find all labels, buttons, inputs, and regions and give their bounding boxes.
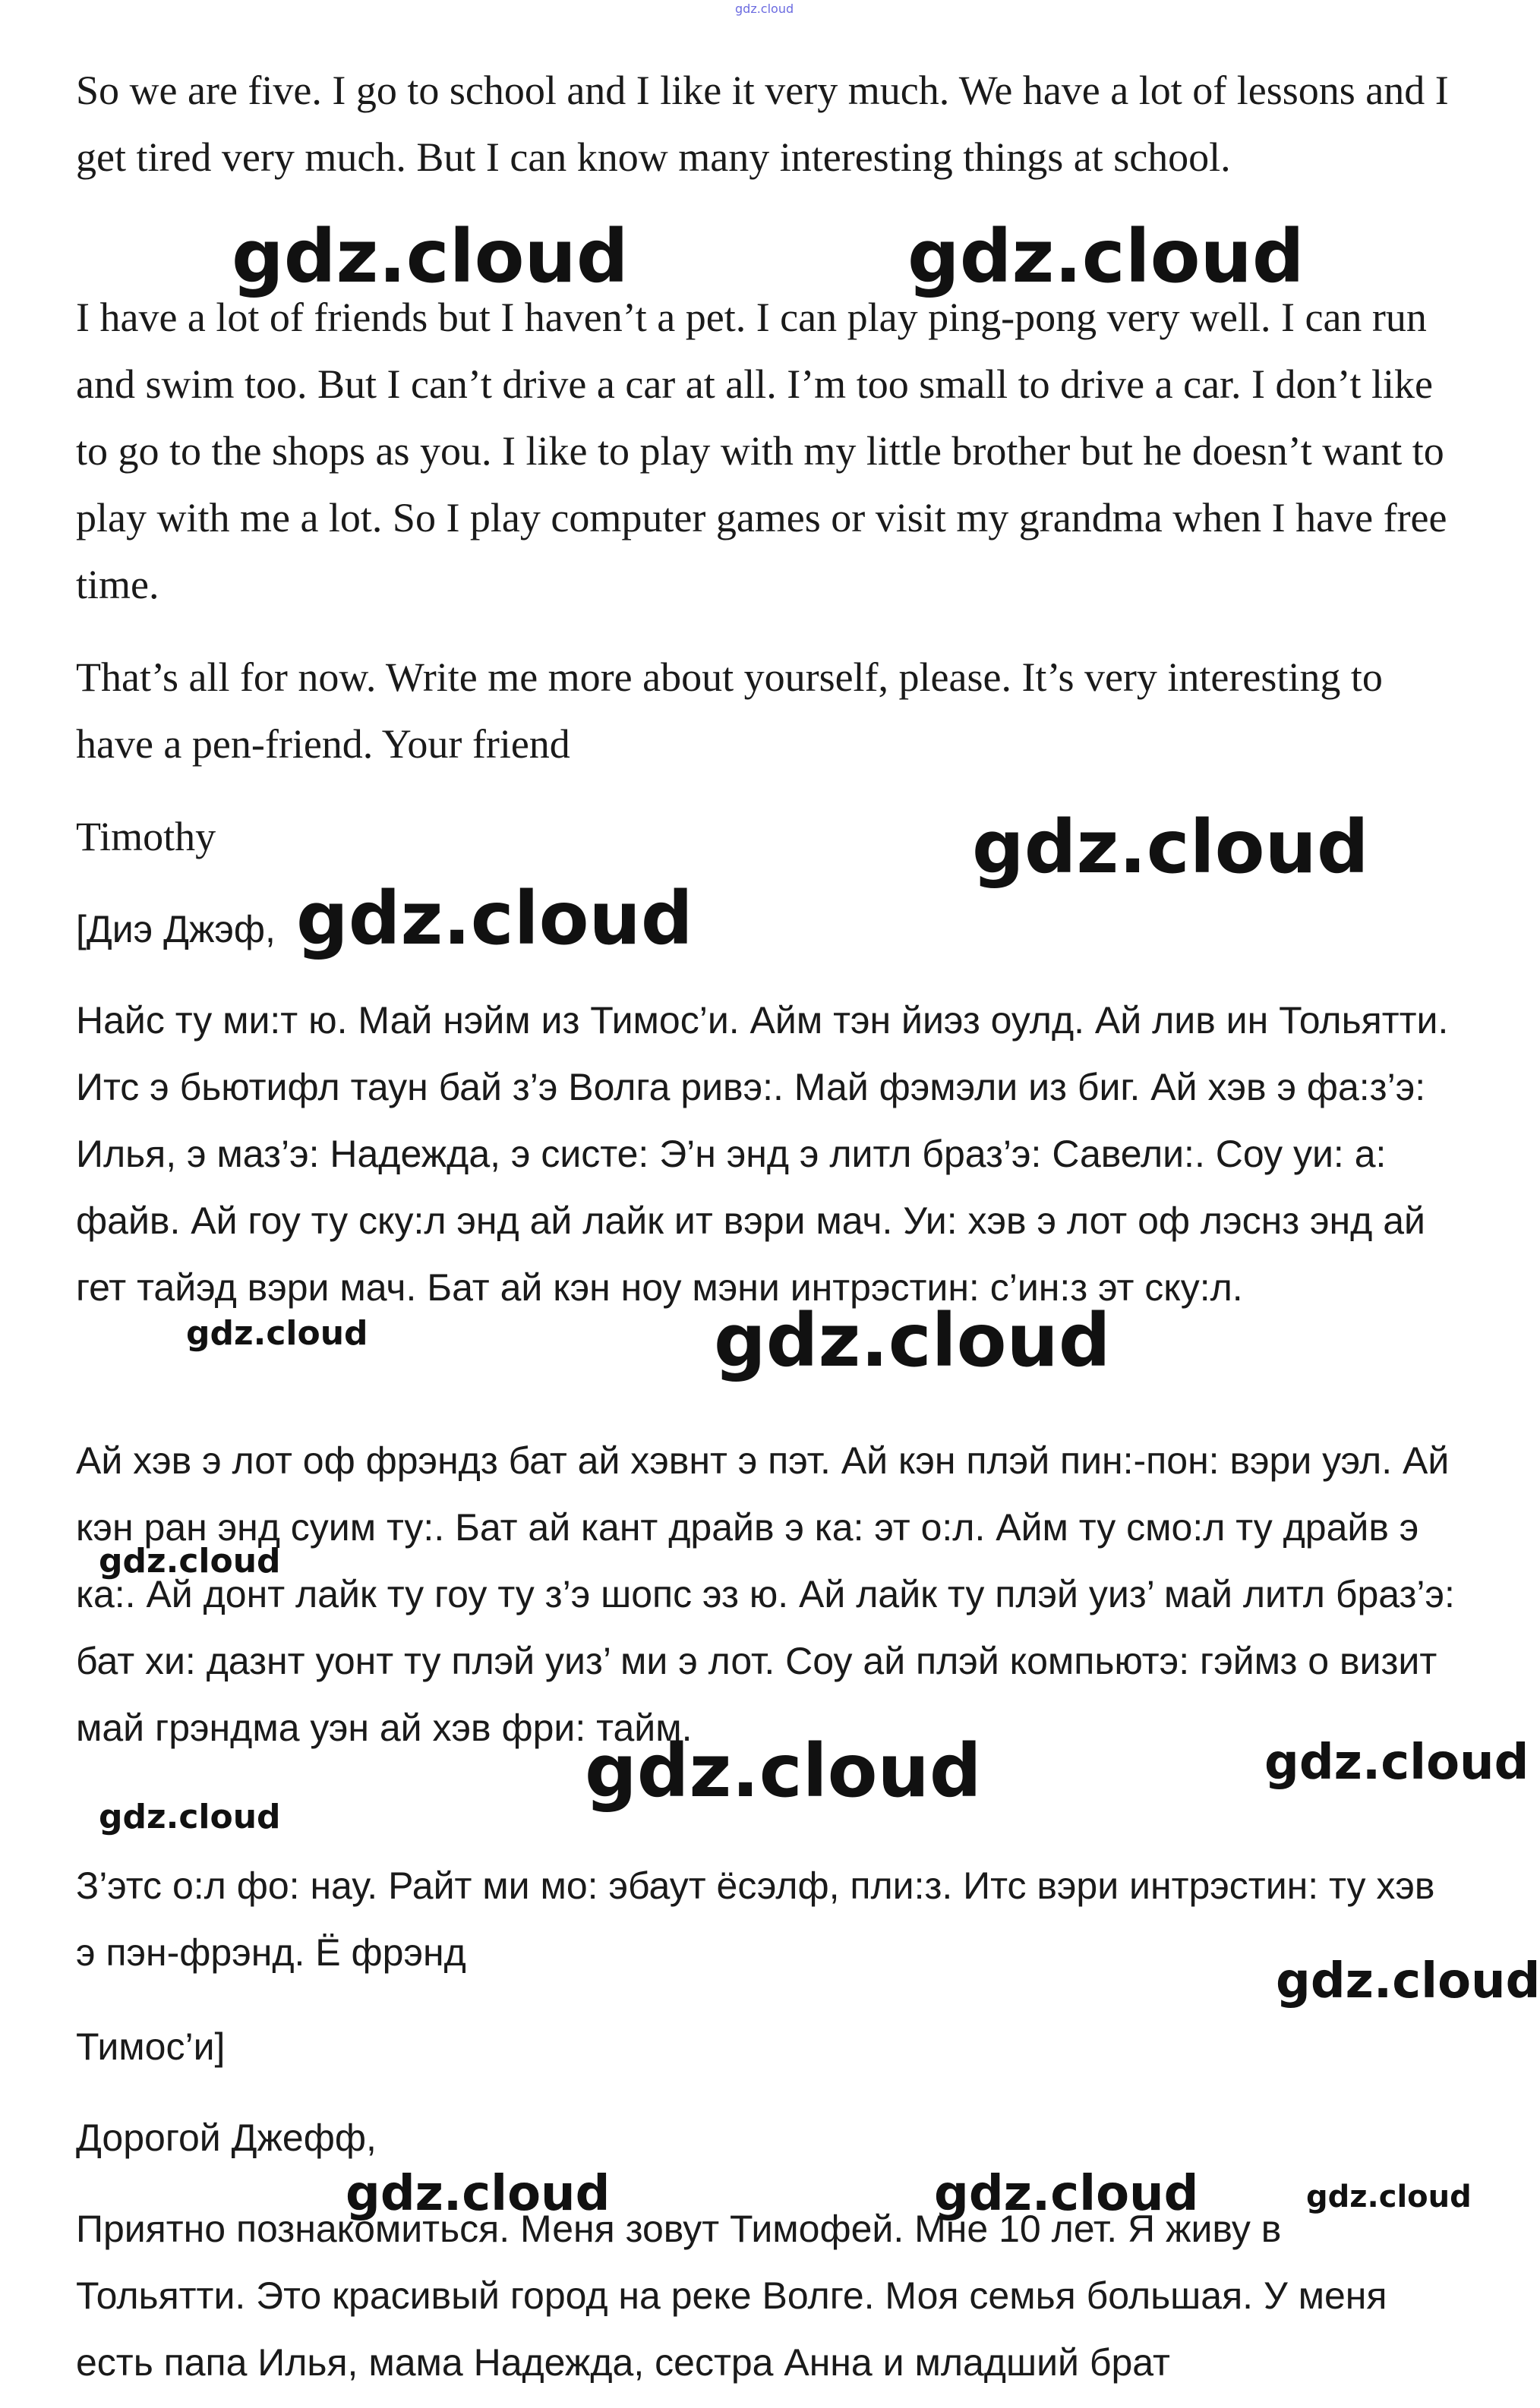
watermark: gdz.cloud (1264, 1735, 1529, 1791)
transcription-signature: Тимос’и] (76, 2025, 226, 2068)
signature-timothy: Timothy (76, 814, 216, 859)
watermark: gdz.cloud (1276, 1953, 1540, 2009)
paragraph-3: That’s all for now. Write me more about yourself, please. It’s very interesting to have a pen-friend. Your friend (76, 654, 1383, 767)
translation-paragraph-1: Приятно познакомиться. Меня зовут Тимофей. Мне 10 лет. Я живу в Тольятти. Это красивый город на реке Волге. Моя семья большая. У меня есть папа Илья, мама Надежда, сестра Анна и младший брат (76, 2208, 1387, 2384)
watermark: gdz.cloud (346, 2166, 611, 2222)
watermark: gdz.cloud (934, 2166, 1199, 2222)
watermark: gdz.cloud (585, 1729, 982, 1814)
transcription-paragraph-1: Найс ту ми:т ю. Май нэйм из Тимос’и. Айм тэн йиэз оулд. Ай лив ин Тольятти. Итс э бьютифл таун бай з’э Волга ривэ:. Май фэмэли из биг. Ай хэв э фа:з’э: Илья, э маз’э: Надежда, э систе: Э’н энд э литл браз’э: Савели:. Соу уи: а: файв. Ай гоу ту ску:л энд ай лайк ит вэри мач. Уи: хэв э лот оф лэснз энд ай гет тайэд вэри мач. Бат ай кэн ноу мэни интрэстин: с’ин:з эт ску:л. (76, 999, 1449, 1309)
watermark: gdz.cloud (186, 1314, 368, 1353)
watermark: gdz.cloud (296, 876, 693, 961)
watermark: gdz.cloud (907, 214, 1305, 299)
transcription-paragraph-2: Ай хэв э лот оф фрэндз бат ай хэвнт э пэт. Ай кэн плэй пин:-пон: вэри уэл. Ай кэн ран энд суим ту:. Бат ай кант драйв э ка: эт о:л. Айм ту смо:л ту драйв э ка:. Ай донт лайк ту гоу ту з’э шопс эз ю. Ай лайк ту плэй уиз’ май литл браз’э: бат хи: дазнт уонт ту плэй уиз’ ми э лот. Соу ай плэй компьютэ: гэймз о визит май грэндма уэн ай хэв фри: тайм. (76, 1439, 1455, 1749)
watermark: gdz.cloud (99, 1798, 281, 1836)
watermark: gdz.cloud (99, 1542, 281, 1581)
translation-greeting: Дорогой Джефф, (76, 2116, 377, 2159)
watermark: gdz.cloud (1306, 2179, 1472, 2214)
watermark: gdz.cloud (972, 805, 1369, 890)
paragraph-2: I have a lot of friends but I haven’t a pet. I can play ping-pong very well. I can run and swim too. But I can’t drive a car at all. I’m too small to drive a car. I don’t like to go to the shops as you. I like to play with my little brother but he doesn’t want to play with me a lot. So I play computer games or visit my grandma when I have free time. (76, 295, 1447, 607)
transcription-paragraph-3: З’этс о:л фо: нау. Райт ми мо: эбаут ёсэлф, пли:з. Итс вэри интрэстин: ту хэв э пэн-фрэнд. Ё фрэнд (76, 1864, 1435, 1974)
top-watermark: gdz.cloud (735, 2, 794, 16)
watermark: gdz.cloud (232, 214, 629, 299)
transcription-greeting: [Диэ Джэф, (76, 908, 276, 950)
paragraph-1: So we are five. I go to school and I like it very much. We have a lot of lessons and I get tired very much. But I can know many interesting things at school. (76, 68, 1449, 180)
watermark: gdz.cloud (714, 1298, 1111, 1383)
